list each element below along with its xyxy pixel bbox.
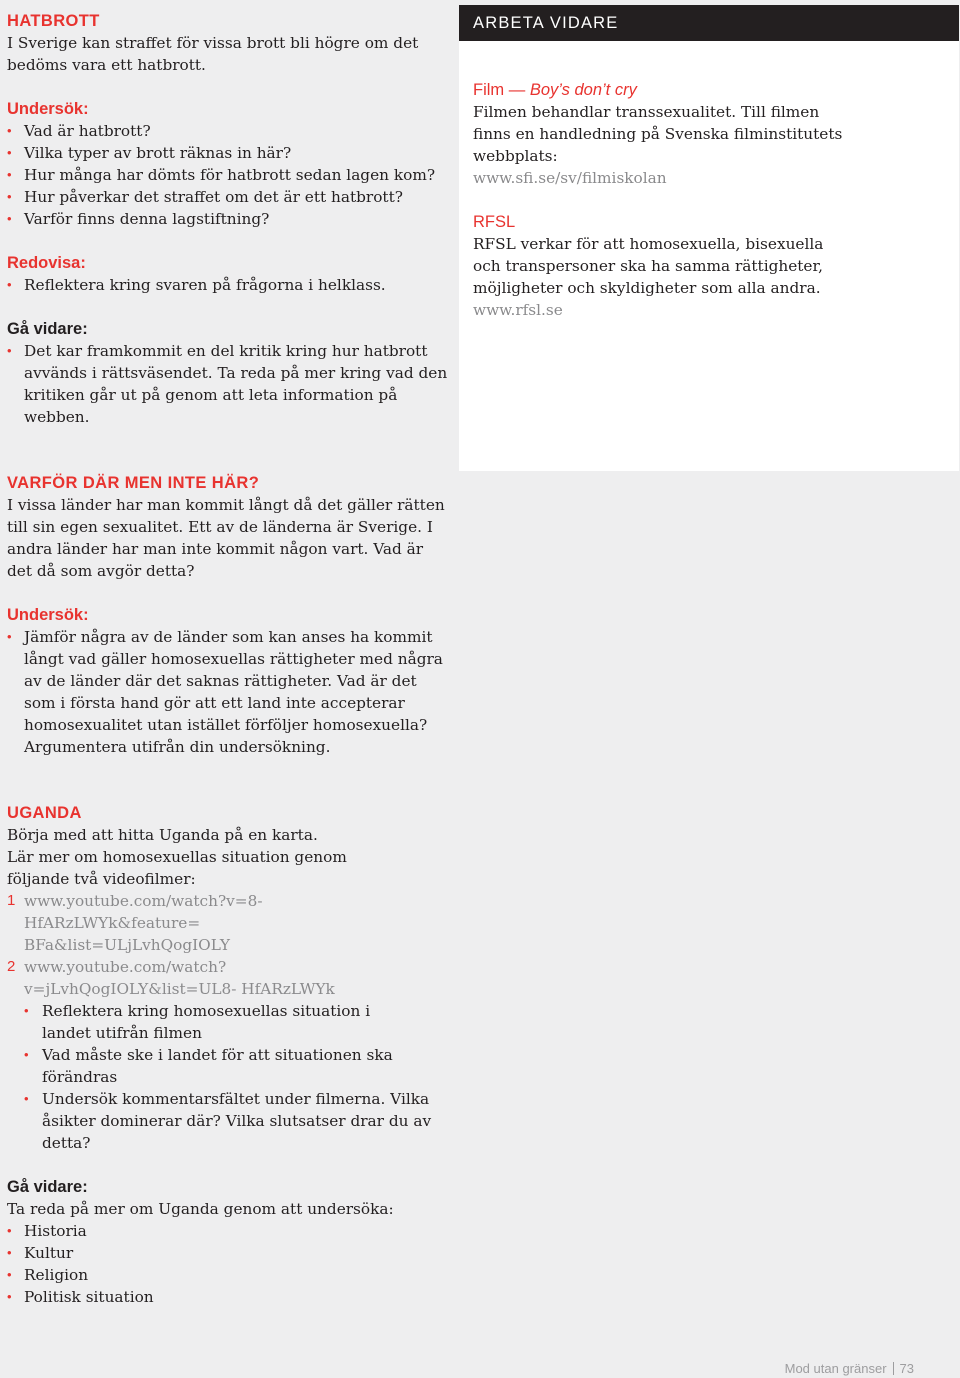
video-link[interactable]: www.youtube.com/watch?v=8-HfARzLWYk&feature= BFa&list=ULjLvhQogIOLY [24,892,263,954]
hatbrott-undersok-label: Undersök: [7,100,89,118]
list-item: • Vad är hatbrott? [7,122,151,140]
list-item: • Hur många har dömts för hatbrott sedan lagen kom? [7,166,436,184]
list-item: • Politisk situation [7,1288,154,1306]
film-item [473,79,945,189]
list-item: • Reflektera kring homosexuellas situation i landet utifrån filmen [24,1002,371,1042]
video-item: 2 www.youtube.com/watch?v=jLvhQogIOLY&list=UL8- HfARzLWYk • Reflektera kring homosexuellas situation i landet utifrån filmen • Vad måste ske i landet för att situationen ska förändras • Undersök kommentarsfältet under filmerna. Vilka åsikter dominerar där? Vilka slutsatser drar du av detta? [7,956,452,1154]
film-text: Filmen behandlar transsexualitet. Till filmen finns en handledning på Svenska filminstitutets webbplats: [473,103,843,165]
rfsl-item [473,211,945,321]
hatbrott-redovisa-label: Redovisa: [7,254,86,272]
uganda-task-list [24,1000,452,1154]
varfor-undersok-list [7,626,452,758]
left-column [7,10,452,1334]
list-item: • Religion [7,1266,89,1284]
hatbrott-title: HATBROTT [7,12,100,30]
section-hatbrott [7,10,452,428]
arbeta-vidare-box [459,5,959,471]
uganda-ga-vidare-list [7,1220,452,1308]
hatbrott-intro: I Sverige kan straffet för vissa brott bli högre om det bedöms vara ett hatbrott. [7,34,419,74]
page-number: 73 [899,1361,914,1376]
video-link[interactable]: www.youtube.com/watch?v=jLvhQogIOLY&list=UL8- HfARzLWYk [24,958,335,998]
page-footer [785,1360,914,1378]
hatbrott-ga-vidare-list [7,340,452,428]
list-item: • Reflektera kring svaren på frågorna i helklass. [7,276,386,294]
varfor-title: VARFÖR DÄR MEN INTE HÄR? [7,474,260,492]
hatbrott-ga-vidare-label: Gå vidare: [7,320,88,338]
uganda-line1: Börja med att hitta Uganda på en karta. [7,826,318,844]
uganda-line2: Lär mer om homosexuellas situation genom följande två videofilmer: [7,848,347,888]
rfsl-title: RFSL [473,213,516,231]
uganda-ga-vidare-label: Gå vidare: [7,1178,88,1196]
film-title: Film — Boy’s don’t cry [473,81,637,99]
list-item: • Hur påverkar det straffet om det är ett hatbrott? [7,188,403,206]
list-item: • Undersök kommentarsfältet under filmerna. Vilka åsikter dominerar där? Vilka slutsatser drar du av detta? [24,1090,432,1152]
list-item: • Varför finns denna lagstiftning? [7,210,270,228]
arbeta-vidare-title: ARBETA VIDARE [459,5,959,41]
list-item: • Det kar framkommit en del kritik kring hur hatbrott avvänds i rättsväsendet. Ta reda på mer kring vad den kritiken går ut på genom att leta information på webben. [7,342,448,426]
film-link[interactable]: www.sfi.se/sv/filmiskolan [473,169,667,187]
varfor-undersok-label: Undersök: [7,606,89,624]
footer-text: Mod utan gränser [784,1361,887,1376]
list-item: • Historia [7,1222,87,1240]
video-item: 1 www.youtube.com/watch?v=8-HfARzLWYk&feature= BFa&list=ULjLvhQogIOLY [7,890,452,956]
varfor-intro: I vissa länder har man kommit långt då det gäller rätten till sin egen sexualitet. Ett av de länderna är Sverige. I andra länder har man inte kommit någon vart. Vad är det då som avgör detta? [7,496,445,580]
list-item: • Kultur [7,1244,74,1262]
uganda-title: UGANDA [7,804,82,822]
footer-divider [893,1362,894,1375]
uganda-ga-vidare-intro: Ta reda på mer om Uganda genom att undersöka: [7,1200,394,1218]
rfsl-link[interactable]: www.rfsl.se [473,301,563,319]
hatbrott-undersok-list [7,120,452,230]
list-item: • Vad måste ske i landet för att situationen ska förändras [24,1046,393,1086]
list-item: • Jämför några av de länder som kan anses ha kommit långt vad gäller homosexuellas rättigheter med några av de länder där det saknas rättigheter. Vad är det som i första hand gör att ett land inte accepterar homosexualitet utan istället förföljer homosexuella? Argumentera utifrån din undersökning. [7,628,443,756]
uganda-video-list [7,890,452,1154]
section-varfor [7,472,452,758]
rfsl-text: RFSL verkar för att homosexuella, bisexuella och transpersoner ska ha samma rättigheter, möjligheter och skyldigheter som alla andra. [473,235,824,297]
list-item: • Vilka typer av brott räknas in här? [7,144,292,162]
section-uganda [7,802,452,1308]
hatbrott-redovisa-list [7,274,452,296]
